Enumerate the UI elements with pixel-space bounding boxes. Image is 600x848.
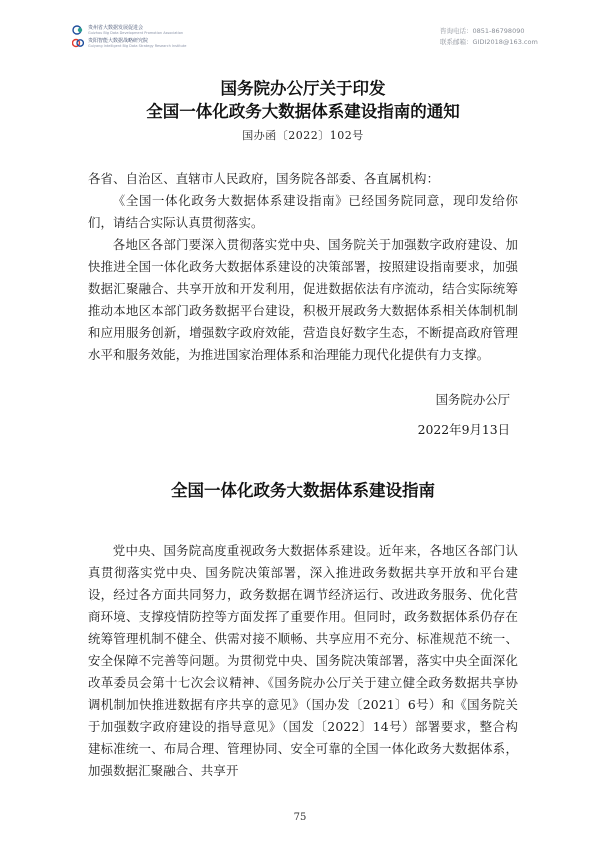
institute-logo	[72, 37, 186, 49]
contact-info	[440, 26, 550, 48]
guide-paragraph: 党中央、国务院高度重视政务大数据体系建设。近年来，各地区各部门认真贯彻落实党中央、国务院决策部署，深入推进政务数据共享开放和平台建设，经过各方面共同努力，政务数据在调节经济运行、改进政务服务、优化营商环境、支撑疫情防控等方面发挥了重要作用。但同时，政务数据体系仍存在统筹管理机制不健全、供需对接不顺畅、共享应用不充分、标准规范不统一、安全保障不完善等问题。为贯彻党中央、国务院决策部署，落实中央全面深化改革委员会第十七次会议精神、《国务院办公厅关于建立健全政务数据共享协调机制加快推进数据有序共享的意见》（国办发〔2021〕6号）和《国务院关于加强数字政府建设的指导意见》（国发〔2022〕14号）部署要求，整合构建标准统一、布局合理、管理协同、安全可靠的全国一体化政务大数据体系，加强数据汇聚融合、共享开	[88, 543, 518, 778]
association-name	[88, 25, 183, 35]
page-header	[0, 0, 600, 56]
document-number: 国办函〔2022〕102号	[242, 129, 364, 142]
guide-title: 全国一体化政务大数据体系建设指南	[171, 481, 435, 500]
institute-name-en: Guiyang Intelligent Big Data Strategy Research Institute	[88, 44, 187, 48]
notice-paragraph-2: 各地区各部门要深入贯彻落实党中央、国务院关于加强数字政府建设、加快推进全国一体化政务大数据体系建设的决策部署，按照建设指南要求，加强数据汇聚融合、共享开放和开发利用，促进数据依法有序流动，结合实际统筹推动本地区本部门政务数据平台建设，积极开展政务大数据体系相关体制机制和应用服务创新，增强数字政府效能，营造良好数字生态，不断提高政府管理水平和服务效能，为推进国家治理体系和治理能力现代化提供有力支撑。	[88, 237, 518, 362]
phone-text: 咨询电话：0851-86798090	[440, 27, 525, 35]
association-name-cn: 贵州省大数据发展促进会	[88, 25, 144, 31]
institute-name	[88, 38, 186, 48]
notice-paragraph-1: 《全国一体化政务大数据体系建设指南》已经国务院同意，现印发给你们，请结合实际认真贯彻落实。	[88, 193, 518, 230]
issue-date: 2022年9月13日	[417, 422, 510, 437]
institute-logo-icon	[72, 38, 84, 48]
notice-title-line2: 全国一体化政务大数据体系建设指南的通知	[146, 102, 460, 121]
salutation: 各省、自治区、直辖市人民政府，国务院各部委、各直属机构：	[88, 171, 440, 186]
email-text: 联系邮箱：GIDI2018@163.com	[440, 38, 538, 46]
organization-logos	[72, 24, 212, 50]
page-number: 75	[293, 812, 307, 823]
notice-title-line1: 国务院办公厅关于印发	[220, 79, 386, 98]
association-logo-icon	[72, 25, 84, 35]
institute-name-cn: 贵阳智能大数据战略研究院	[88, 38, 149, 44]
association-logo	[72, 24, 183, 36]
document-body	[88, 66, 518, 782]
signer: 国务院办公厅	[435, 392, 510, 407]
association-name-en: Guizhou Big Data Development Promotion Association	[88, 31, 184, 35]
